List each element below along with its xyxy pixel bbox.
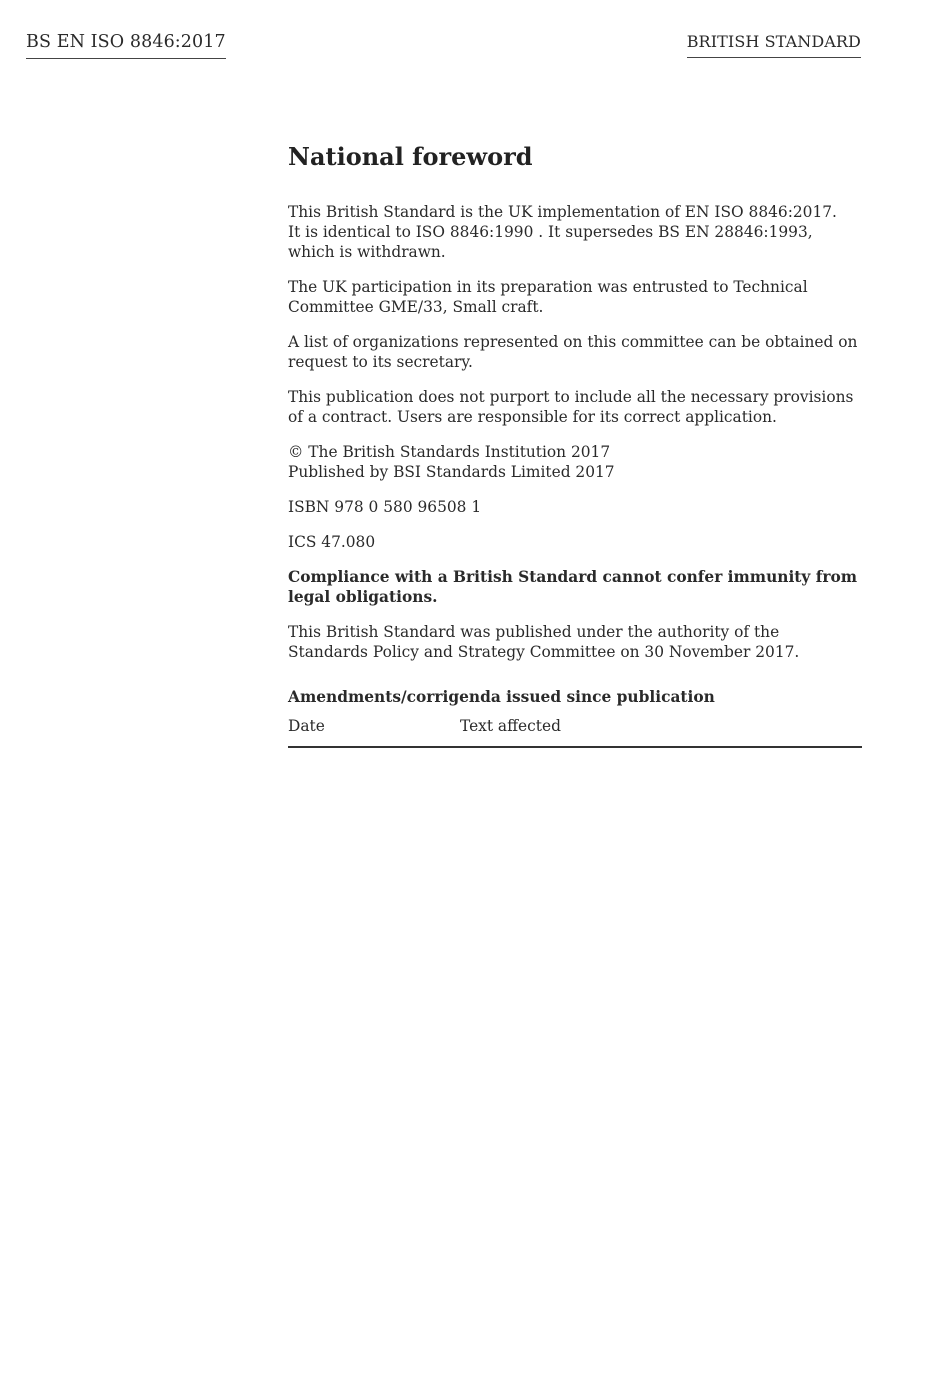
implementation-line-2: It is identical to ISO 8846:1990 . It supersedes BS EN 28846:1993, bbox=[288, 223, 813, 241]
committee-paragraph bbox=[288, 277, 862, 317]
copyright-line: © The British Standards Institution 2017 bbox=[288, 443, 611, 461]
contract-line-1: This publication does not purport to include all the necessary provisions bbox=[288, 388, 854, 406]
organizations-line-1: A list of organizations represented on this committee can be obtained on bbox=[288, 333, 858, 351]
committee-line-2: Committee GME/33, Small craft. bbox=[288, 298, 544, 316]
organizations-paragraph bbox=[288, 332, 862, 372]
compliance-line-2: legal obligations. bbox=[288, 588, 438, 606]
implementation-paragraph bbox=[288, 202, 862, 262]
amendments-header-row bbox=[288, 716, 862, 748]
implementation-line-3: which is withdrawn. bbox=[288, 243, 446, 261]
authority-paragraph bbox=[288, 622, 862, 662]
authority-line-1: This British Standard was published under the authority of the bbox=[288, 623, 780, 641]
implementation-line-1: This British Standard is the UK implementation of EN ISO 8846:2017. bbox=[288, 203, 837, 221]
header-series-label: BRITISH STANDARD bbox=[687, 31, 861, 58]
header-document-id: BS EN ISO 8846:2017 bbox=[26, 30, 226, 59]
national-foreword-section bbox=[288, 138, 862, 748]
publisher-line: Published by BSI Standards Limited 2017 bbox=[288, 463, 615, 481]
organizations-line-2: request to its secretary. bbox=[288, 353, 473, 371]
amendments-title: Amendments/corrigenda issued since publication bbox=[288, 688, 715, 706]
authority-line-2: Standards Policy and Strategy Committee on 30 November 2017. bbox=[288, 643, 800, 661]
compliance-line-1: Compliance with a British Standard cannot confer immunity from bbox=[288, 568, 857, 586]
copyright-paragraph bbox=[288, 442, 862, 482]
amendments-date-column: Date bbox=[288, 717, 325, 735]
ics-line: ICS 47.080 bbox=[288, 533, 376, 551]
page-title: National foreword bbox=[288, 142, 533, 171]
contract-line-2: of a contract. Users are responsible for its correct application. bbox=[288, 408, 777, 426]
committee-line-1: The UK participation in its preparation was entrusted to Technical bbox=[288, 278, 808, 296]
compliance-notice bbox=[288, 567, 862, 607]
amendments-text-column: Text affected bbox=[460, 717, 561, 735]
contract-paragraph bbox=[288, 387, 862, 427]
isbn-line: ISBN 978 0 580 96508 1 bbox=[288, 498, 482, 516]
